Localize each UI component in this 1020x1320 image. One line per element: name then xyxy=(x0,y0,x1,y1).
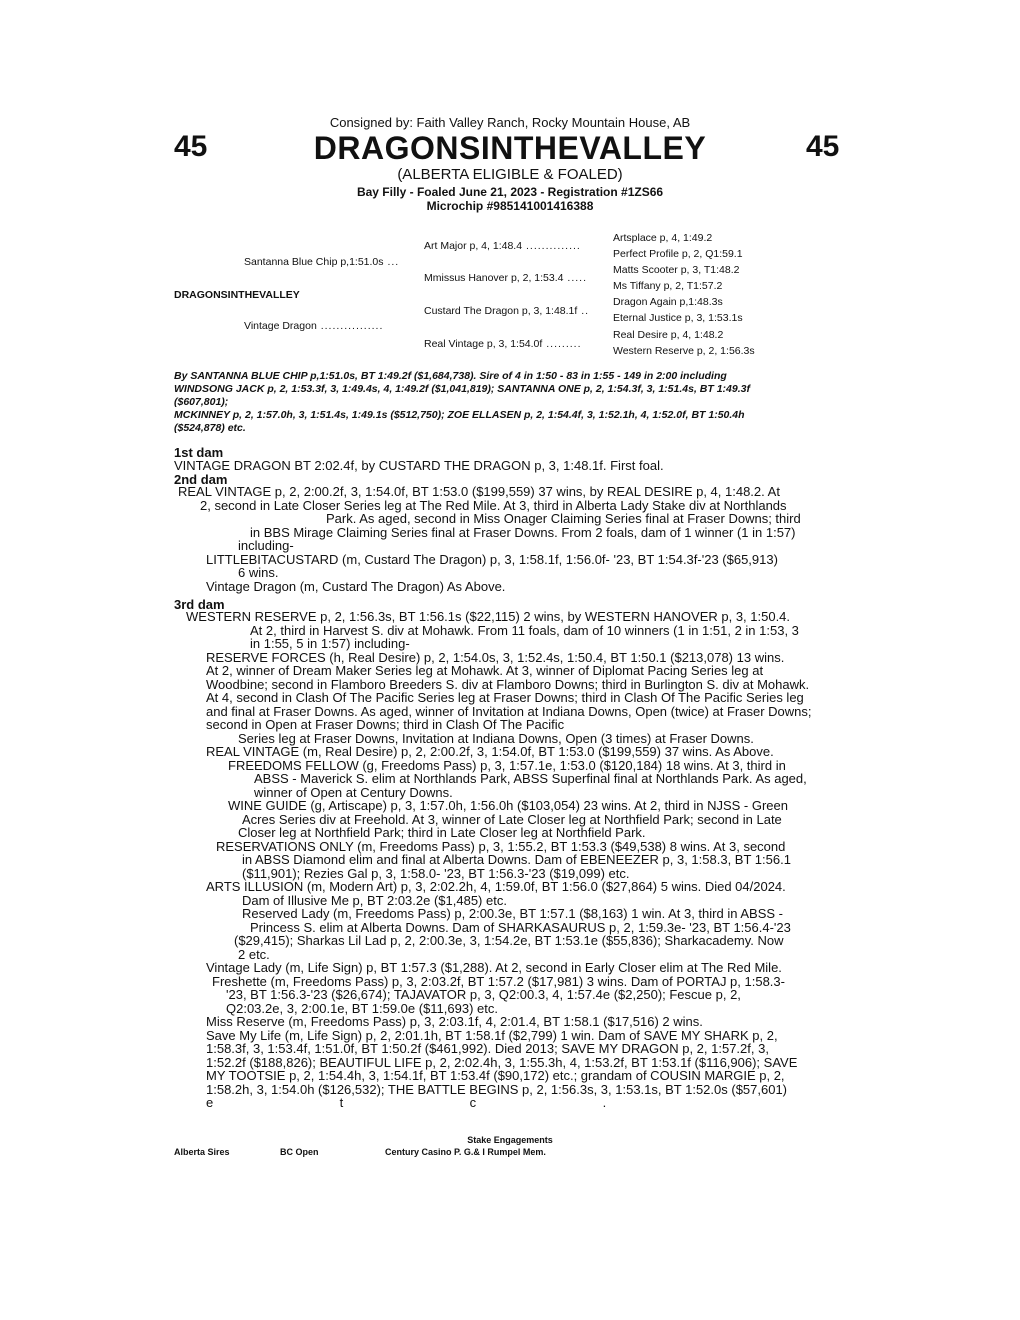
dam-line: WESTERN RESERVE p, 2, 1:56.3s, BT 1:56.1s ($22,115) 2 wins, by WESTERN HANOVER p, 3, 1:50.4. xyxy=(186,609,791,624)
description-line: Bay Filly - Foaled June 21, 2023 - Registration #1ZS66 xyxy=(356,185,664,199)
dam-line: Acres Series div at Freehold. At 3, winner of Late Closer leg at Northfield Park; second in Late xyxy=(242,811,782,827)
dam-line: At 2, winner of Dream Maker Series leg at Mohawk. At 3, winner of Diplomat Pacing Series leg at xyxy=(206,663,764,678)
sire-summary-line: WINDSONG JACK p, 2, 1:53.3f, 3, 1:49.4s, 4, 1:49.2f ($1,041,819); SANTANNA ONE p, 2, 1:54.3f, 3, 1:51.4s, BT 1:49.3f xyxy=(174,383,750,395)
dam-line: At 4, second in Clash Of The Pacific Series leg at Fraser Downs; third in Clash Of The Pacific Series leg xyxy=(206,690,804,705)
ggp-cell: Ms Tiffany p, 2, T1:57.2 xyxy=(613,280,723,292)
sire-summary-line: By SANTANNA BLUE CHIP p,1:51.0s, BT 1:49.2f ($1,684,738). Sire of 4 in 1:50 - 83 in 1:55 - 149 in 2:00 including xyxy=(174,370,727,382)
dam-line: Dam of Illusive Me p, BT 2:03.2e ($1,485) etc. xyxy=(242,892,507,908)
subject-cell: DRAGONSINTHEVALLEY xyxy=(174,289,300,301)
dam-line: Series leg at Fraser Downs, Invitation at Indiana Downs, Open (3 times) at Fraser Downs. xyxy=(238,730,754,746)
third-dam-section xyxy=(174,610,854,1110)
dam-cell: Vintage Dragon ................ xyxy=(244,320,384,332)
dam-line: Vintage Dragon (m, Custard The Dragon) As Above. xyxy=(206,578,506,594)
dam-line: Reserved Lady (m, Freedoms Pass) p, 2:00.3e, BT 1:57.1 ($8,163) 1 win. At 3, third in ABSS - xyxy=(242,906,783,921)
dam-line: Vintage Lady (m, Life Sign) p, BT 1:57.3 ($1,288). At 2, second in Early Closer elim at The Red Mile. xyxy=(206,960,782,975)
stake-engagements-title: Stake Engagements xyxy=(467,1135,553,1145)
dam-line: ($11,901); Rezies Gal p, 3, 1:58.0- '23, BT 1:56.3-'23 ($19,099) etc. xyxy=(242,865,630,881)
first-dam-text: VINTAGE DRAGON BT 2:02.4f, by CUSTARD THE DRAGON p, 3, 1:48.1f. First foal. xyxy=(174,458,664,473)
dam-line: Save My Life (m, Life Sign) p, 2, 2:01.1h, BT 1:58.1f ($2,799) 1 win. Dam of SAVE MY SHARK p, 2, xyxy=(206,1027,778,1043)
dam-line: Q2:03.2e, 3, 2:00.1e, BT 1:59.0e ($11,693) etc. xyxy=(226,1000,498,1016)
dam-line: Closer leg at Northfield Park; third in Late Closer leg at Northfield Park. xyxy=(238,825,646,840)
ggp-cell: Dragon Again p,1:48.3s xyxy=(613,296,723,308)
dam-line: REAL VINTAGE p, 2, 2:00.2f, 3, 1:54.0f, BT 1:53.0 ($199,559) 37 wins, by REAL DESIRE p, 4, 1:48.2. At xyxy=(178,484,780,499)
lot-number-right: 45 xyxy=(806,130,840,163)
dam-line: 1:58.3f, 3, 1:53.4f, 1:51.0f, BT 1:50.2f ($461,992). Died 2013; SAVE MY DRAGON p, 2, 1:57.2f, 3, xyxy=(206,1041,769,1056)
third-dam-heading: 3rd dam xyxy=(174,597,225,612)
dam-line: winner of Open at Century Downs. xyxy=(254,784,453,800)
sire-summary-line: ($607,801); xyxy=(174,396,229,408)
dam-line: in BBS Mirage Claiming Series final at Fraser Downs. From 2 foals, dam of 1 winner (1 in 1:57) xyxy=(250,524,796,540)
dam-line: 2, second in Late Closer Series leg at The Red Mile. At 3, third in Alberta Lady Stake div at Northlands xyxy=(200,497,787,513)
dam-line: RESERVATIONS ONLY (m, Freedoms Pass) p, 3, 1:55.2, BT 1:53.3 ($49,538) 8 wins. At 3, second xyxy=(216,838,786,854)
dam-line: Princess S. elim at Alberta Downs. Dam of SHARKASAURUS p, 2, 1:59.3e- '23, BT 1:56.4-'23 xyxy=(250,919,791,935)
dam-line: Freshette (m, Freedoms Pass) p, 3, 2:03.2f, BT 1:57.2 ($17,981) 3 wins. Dam of PORTAJ p, 1:58.3- xyxy=(212,973,785,989)
dam-line: Park. As aged, second in Miss Onager Claiming Series final at Fraser Downs; third xyxy=(326,511,801,526)
dam-line: MY TOOTSIE p, 2, 1:54.4h, 3, 1:54.1f, BT 1:53.4f ($90,172) etc.; grandam of COUSIN MARGIE p, 2, xyxy=(206,1068,785,1083)
ggp-cell: Real Desire p, 4, 1:48.2 xyxy=(613,329,724,341)
stake-alberta-sires: Alberta Sires xyxy=(174,1147,230,1157)
ggp-cell: Perfect Profile p, 2, Q1:59.1 xyxy=(613,248,743,260)
stake-century-casino: Century Casino P. G.& I Rumpel Mem. xyxy=(385,1147,546,1157)
dam-line: e t c . xyxy=(206,1095,607,1110)
dam-line: ABSS - Maverick S. elim at Northlands Park, ABSS Superfinal final at Northlands Park. As aged, xyxy=(254,771,807,786)
horse-name-title: DRAGONSINTHEVALLEY xyxy=(313,130,707,166)
ggp-cell: Matts Scooter p, 3, T1:48.2 xyxy=(613,264,740,276)
dam-line: in 1:55, 5 in 1:57) including- xyxy=(250,636,410,651)
dam-line: '23, BT 1:56.3-'23 ($26,674); TAJAVATOR p, 3, Q2:00.3, 4, 1:57.4e ($2,250); Fescue p, 2, xyxy=(226,987,741,1002)
ggp-cell: Western Reserve p, 2, 1:56.3s xyxy=(613,345,755,357)
second-dam-heading: 2nd dam xyxy=(174,472,228,487)
lot-number-left: 45 xyxy=(174,130,208,163)
dam-line: ($29,415); Sharkas Lil Lad p, 2, 2:00.3e, 3, 1:54.2e, BT 1:53.1e ($55,836); Sharkacademy. Now xyxy=(234,933,784,948)
second-dam-section xyxy=(174,485,854,593)
dam-line: FREEDOMS FELLOW (g, Freedoms Pass) p, 3, 1:57.1e, 1:53.0 ($120,184) 18 wins. At 3, third in xyxy=(228,757,786,773)
microchip-line: Microchip #985141001416388 xyxy=(426,199,594,213)
first-dam-heading: 1st dam xyxy=(174,445,224,460)
consignor-line: Consigned by: Faith Valley Ranch, Rocky Mountain House, AB xyxy=(329,115,691,130)
eligibility-line: (ALBERTA ELIGIBLE & FOALED) xyxy=(397,166,623,183)
ggp-cell: Eternal Justice p, 3, 1:53.1s xyxy=(613,312,743,324)
dam-line: 2 etc. xyxy=(238,946,270,962)
dam-dam-cell: Real Vintage p, 3, 1:54.0f ......... xyxy=(424,338,582,350)
dam-line: At 2, third in Harvest S. div at Mohawk. From 11 foals, dam of 10 winners (1 in 1:51, 2 in 1:53, 3 xyxy=(250,622,799,638)
dam-line: and final at Fraser Downs. As aged, winner of Invitation at Indiana Downs, Open (twice) at Fraser Downs; xyxy=(206,703,812,719)
dam-line: 6 wins. xyxy=(238,565,279,580)
dam-line: LITTLEBITACUSTARD (m, Custard The Dragon) p, 3, 1:58.1f, 1:56.0f- '23, BT 1:54.3f-'23 ($65,913) xyxy=(206,551,778,567)
sire-sire-cell: Art Major p, 4, 1:48.4 .............. xyxy=(424,240,581,252)
dam-line: Woodbine; second in Flamboro Breeders S. div at Flamboro Downs; third in Burlington S. div at Mohawk. xyxy=(206,676,810,692)
dam-line: WINE GUIDE (g, Artiscape) p, 3, 1:57.0h, 1:56.0h ($103,054) 23 wins. At 2, third in NJSS - Green xyxy=(228,798,788,813)
dam-line: including- xyxy=(238,538,294,553)
dam-line: 1:52.2f ($188,826); BEAUTIFUL LIFE p, 2, 2:02.4h, 3, 1:55.3h, 4, 1:53.2f, BT 1:53.1f ($116,906); SAVE xyxy=(206,1054,798,1070)
dam-line: Miss Reserve (m, Freedoms Pass) p, 3, 2:03.1f, 4, 2:01.4, BT 1:58.1 ($17,516) 2 wins. xyxy=(206,1014,703,1029)
dam-line: ARTS ILLUSION (m, Modern Art) p, 3, 2:02.2h, 4, 1:59.0f, BT 1:56.0 ($27,864) 5 wins. Died 04/2024. xyxy=(206,879,786,894)
stake-bc-open: BC Open xyxy=(280,1147,319,1157)
sire-summary-line: ($524,878) etc. xyxy=(174,422,246,434)
sire-dam-cell: Mmissus Hanover p, 2, 1:53.4 ..... xyxy=(424,272,587,284)
sire-cell: Santanna Blue Chip p,1:51.0s ... xyxy=(244,256,400,268)
dam-line: RESERVE FORCES (h, Real Desire) p, 2, 1:54.0s, 3, 1:52.4s, 1:50.4, BT 1:50.1 ($213,078) 13 wins. xyxy=(206,649,785,665)
dam-line: REAL VINTAGE (m, Real Desire) p, 2, 2:00.2f, 3, 1:54.0f, BT 1:53.0 ($199,559) 37 wins. As Above. xyxy=(206,744,774,759)
dam-sire-cell: Custard The Dragon p, 3, 1:48.1f .. xyxy=(424,305,590,317)
dam-line: in ABSS Diamond elim and final at Alberta Downs. Dam of EBENEEZER p, 3, 1:58.3, BT 1:56.1 xyxy=(242,852,791,867)
ggp-cell: Artsplace p, 4, 1:49.2 xyxy=(613,232,713,244)
sire-summary-line: MCKINNEY p, 2, 1:57.0h, 3, 1:51.4s, 1:49.1s ($512,750); ZOE ELLASEN p, 2, 1:54.4f, 3, 1:52.1h, 4, 1:52.0f, BT 1:50.4h xyxy=(174,409,745,421)
dam-line: 1:58.2h, 3, 1:54.0h ($126,532); THE BATTLE BEGINS p, 2, 1:56.3s, 3, 1:53.1s, BT 1:52.0s ($57,601) xyxy=(206,1081,788,1097)
dam-line: second in Open at Fraser Downs; third in Clash Of The Pacific xyxy=(206,717,565,732)
